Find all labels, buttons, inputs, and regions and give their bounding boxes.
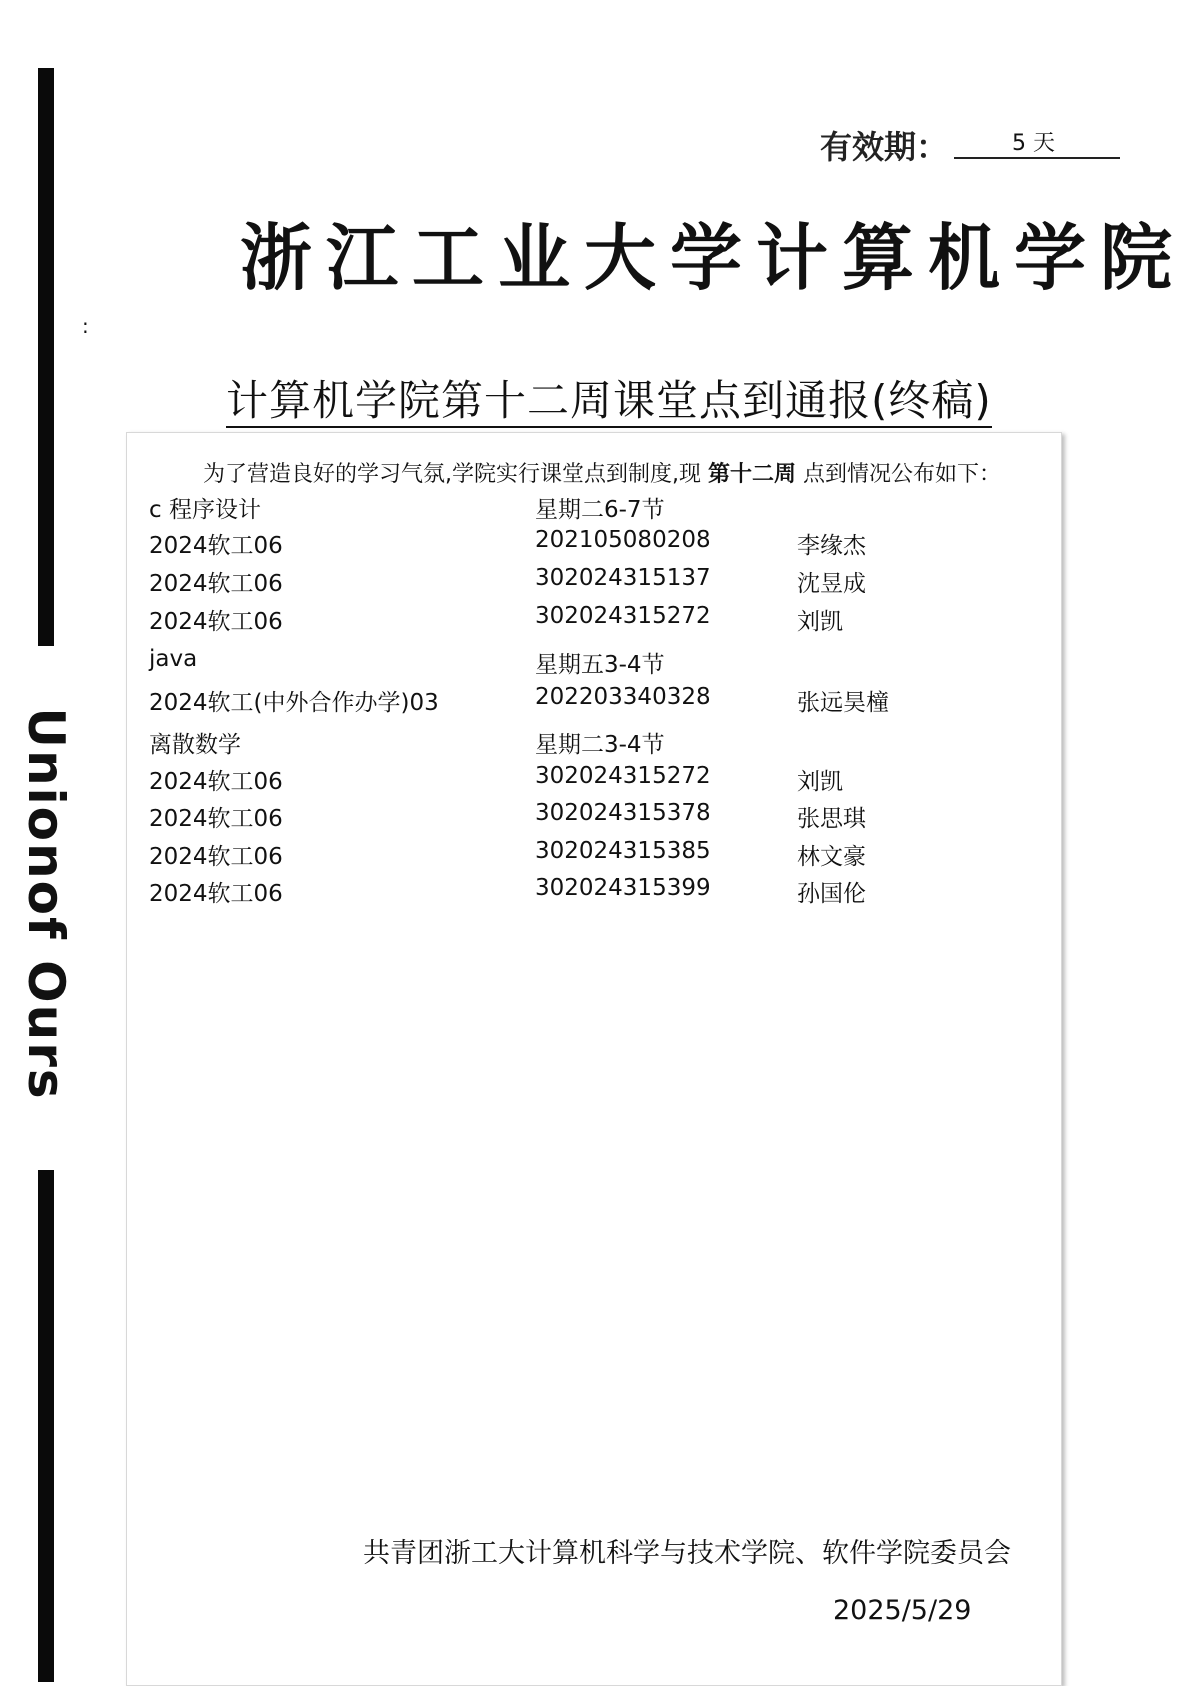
student-class: 2024软工06 xyxy=(149,769,283,795)
student-name: 李缘杰 xyxy=(797,533,866,559)
student-class: 2024软工06 xyxy=(149,806,283,832)
course-name: 离散数学 xyxy=(149,732,241,758)
course-name: c 程序设计 xyxy=(149,497,261,523)
student-class: 2024软工06 xyxy=(149,881,283,907)
student-class: 2024软工06 xyxy=(149,844,283,870)
intro-week: 第十二周 xyxy=(708,462,797,487)
student-name: 张远昊橦 xyxy=(797,690,889,716)
side-vertical-text: Unionof Ours xyxy=(17,707,75,1101)
student-id: 302024315399 xyxy=(535,875,711,901)
student-name: 张思琪 xyxy=(797,806,866,832)
course-time: 星期二6-7节 xyxy=(535,497,665,523)
student-name: 孙国伦 xyxy=(797,881,866,907)
student-class: 2024软工06 xyxy=(149,571,283,597)
side-bar-top xyxy=(38,68,54,646)
student-name: 沈昱成 xyxy=(797,571,866,597)
student-id: 302024315272 xyxy=(535,763,711,789)
footer-organization: 共青团浙工大计算机科学与技术学院、软件学院委员会 xyxy=(363,1538,1011,1569)
side-bar-bottom xyxy=(38,1170,54,1682)
intro-text-before: 为了营造良好的学习气氛,学院实行课堂点到制度,现 xyxy=(203,462,701,487)
student-id: 302024315378 xyxy=(535,800,711,826)
student-id: 202105080208 xyxy=(535,527,711,553)
student-class: 2024软工(中外合作办学)03 xyxy=(149,690,439,716)
student-name: 刘凯 xyxy=(797,769,843,795)
school-title: 浙江工业大学计算机学院 xyxy=(240,216,1187,300)
validity-label: 有效期： xyxy=(820,128,949,166)
course-time: 星期五3-4节 xyxy=(535,652,665,678)
course-time: 星期二3-4节 xyxy=(535,732,665,758)
student-id: 302024315385 xyxy=(535,838,711,864)
student-id: 202203340328 xyxy=(535,684,711,710)
validity-value: 5 天 xyxy=(954,126,1120,159)
course-name: java xyxy=(149,646,198,672)
student-class: 2024软工06 xyxy=(149,533,283,559)
notice-title: 计算机学院第十二周课堂点到通报(终稿) xyxy=(226,376,992,428)
student-id: 302024315272 xyxy=(535,603,711,629)
student-name: 林文豪 xyxy=(797,844,866,870)
intro-text-after: 点到情况公布如下： xyxy=(803,462,1002,487)
colon-mark: : xyxy=(82,314,89,338)
intro-paragraph xyxy=(203,457,1001,488)
notice-paper xyxy=(126,432,1062,1686)
student-id: 302024315137 xyxy=(535,565,711,591)
footer-date: 2025/5/29 xyxy=(833,1595,972,1626)
student-class: 2024软工06 xyxy=(149,609,283,635)
student-name: 刘凯 xyxy=(797,609,843,635)
